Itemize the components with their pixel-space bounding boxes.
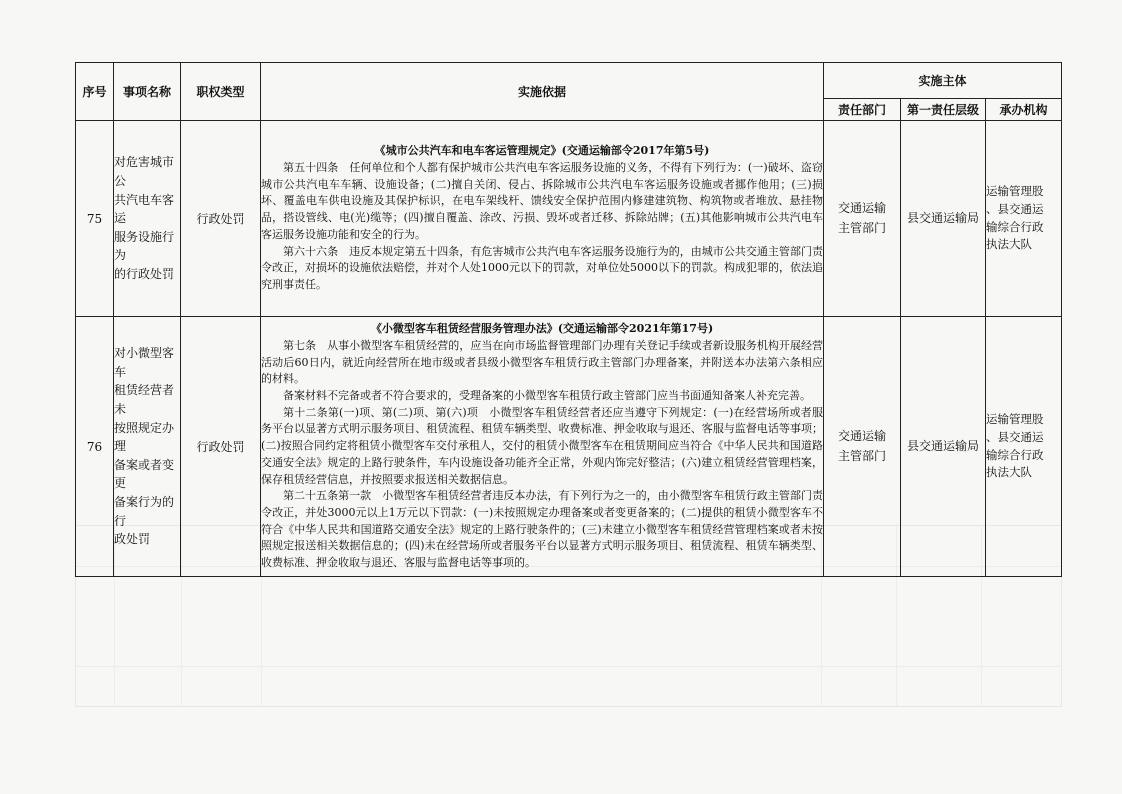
header-index: 序号	[76, 63, 114, 121]
table-row	[76, 121, 1062, 317]
basis-paragraph: 第二十五条第一款 小微型客车租赁经营者违反本办法，有下列行为之一的，由小微型客车租赁行政主管部门责令改正，并处3000元以上1万元以下罚款：(一)未按照规定办理备案或者变更备案的；(二)提供的租赁小微型客车不符合《中华人民共和国道路交通安全法》规定的上路行驶条件的；(三)未建立小微型客车租赁经营管理档案或者未按照规定报送相关数据信息的；(四)未在经营场所或者服务平台以显著方式明示服务项目、租赁流程、租赁车辆类型、收费标准、押金收取与退还、客服与监督电话等事项的。	[261, 489, 823, 570]
row-index: 76	[76, 317, 114, 577]
row-power-type: 行政处罚	[181, 317, 261, 577]
row-index: 75	[76, 121, 114, 317]
header-basis: 实施依据	[261, 63, 824, 121]
row-basis	[261, 317, 824, 577]
row-org: 运输管理股 、县交通运 输综合行政 执法大队	[986, 121, 1062, 317]
basis-paragraph: 第六十六条 违反本规定第五十四条，有危害城市公共汽电车客运服务设施行为的，由城市公共交通主管部门责令改正，对损坏的设施依法赔偿，并对个人处1000元以下的罚款，对单位处5000以下的罚款。构成犯罪的，依法追究刑事责任。	[261, 244, 823, 292]
header-item-name: 事项名称	[114, 63, 181, 121]
basis-title: 《城市公共汽车和电车客运管理规定》(交通运输部令2017年第5号)	[374, 144, 710, 158]
header-subject: 实施主体	[824, 63, 1062, 99]
basis-title: 《小微型客车租赁经营服务管理办法》(交通运输部令2021年第17号)	[370, 322, 714, 336]
row-level: 县交通运输局	[901, 121, 986, 317]
basis-paragraph: 第七条 从事小微型客车租赁经营的，应当在向市场监督管理部门办理有关登记手续或者新设服务机构开展经营活动后60日内，就近向经营所在地市级或者县级小微型客车租赁行政主管部门办理备案，并附送本办法第六条相应的材料。	[261, 338, 823, 386]
row-dept: 交通运输 主管部门	[824, 317, 901, 577]
row-level: 县交通运输局	[901, 317, 986, 577]
row-org: 运输管理股 、县交通运 输综合行政 执法大队	[986, 317, 1062, 577]
header-power-type: 职权类型	[181, 63, 261, 121]
table-row	[76, 317, 1062, 577]
header-org: 承办机构	[986, 99, 1062, 121]
row-basis	[261, 121, 824, 317]
row-dept: 交通运输 主管部门	[824, 121, 901, 317]
basis-paragraph: 第十二条第(一)项、第(二)项、第(六)项 小微型客车租赁经营者还应当遵守下列规定：(一)在经营场所或者服务平台以显著方式明示服务项目、租赁流程、租赁车辆类型、收费标准、押金收取与退还、客服与监督电话等事项；(二)按照合同约定将租赁小微型客车交付承租人，交付的租赁小微型客车在租赁期间应当符合《中华人民共和国道路交通安全法》规定的上路行驶条件，车内设施设备功能齐全正常，外观内饰完好整洁；(六)建立租赁经营管理档案，保存租赁经营信息，并按照要求报送相关数据信息。	[261, 405, 823, 486]
authority-table	[75, 62, 1062, 577]
row-item-name: 对小微型客车 租赁经营者未 按照规定办理 备案或者变更 备案行为的行 政处罚	[114, 317, 181, 577]
row-power-type: 行政处罚	[181, 121, 261, 317]
header-dept: 责任部门	[824, 99, 901, 121]
basis-paragraph: 备案材料不完备或者不符合要求的，受理备案的小微型客车租赁行政主管部门应当书面通知备案人补充完善。	[283, 388, 811, 402]
basis-paragraph: 第五十四条 任何单位和个人都有保护城市公共汽电车客运服务设施的义务，不得有下列行为：(一)破坏、盗窃城市公共汽电车车辆、设施设备；(二)擅自关闭、侵占、拆除城市公共汽电车客运服务设施或者挪作他用；(三)损坏、覆盖电车供电设施及其保护标识，在电车架线杆、馈线安全保护范围内修建建筑物、构筑物或者堆放、悬挂物品，搭设管线、电(光)缆等；(四)擅自覆盖、涂改、污损、毁坏或者迁移、拆除站牌；(五)其他影响城市公共汽电车客运服务设施功能和安全的行为。	[261, 160, 823, 241]
row-item-name: 对危害城市公 共汽电车客运 服务设施行为 的行政处罚	[114, 121, 181, 317]
header-level: 第一责任层级	[901, 99, 986, 121]
